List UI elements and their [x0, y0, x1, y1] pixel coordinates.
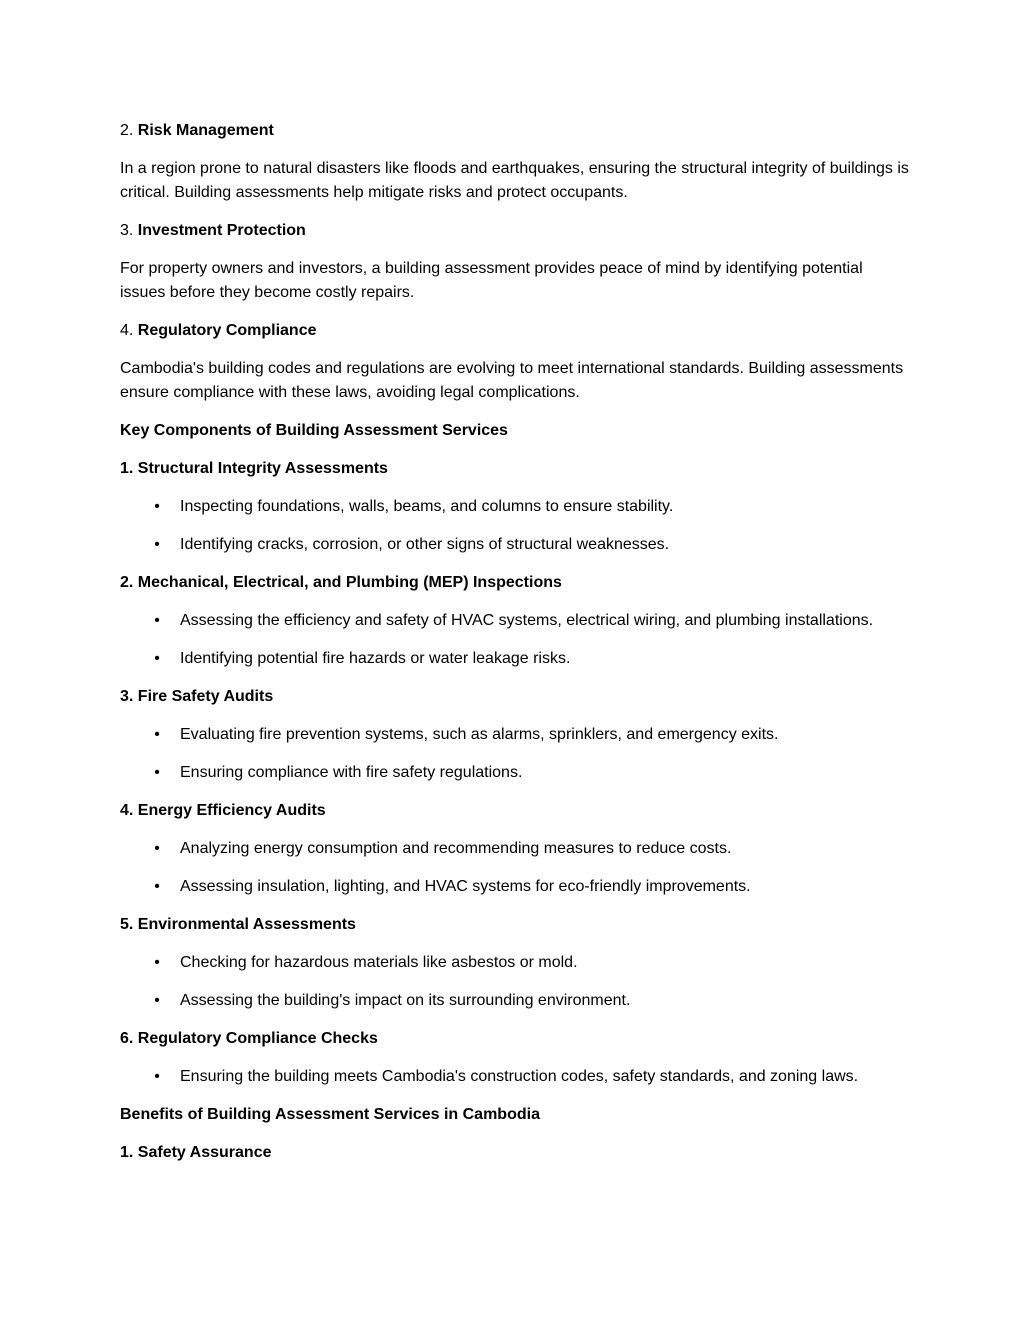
list-item: • Ensuring the building meets Cambodia's construction codes, safety standards, and zoning laws.	[120, 1065, 910, 1089]
list-item: • Evaluating fire prevention systems, such as alarms, sprinklers, and emergency exits.	[120, 723, 910, 747]
component-list-regulatory	[120, 1065, 910, 1089]
investment-protection-body: For property owners and investors, a building assessment provides peace of mind by identifying potential issues before they become costly repairs.	[120, 260, 863, 301]
bullet-icon: •	[154, 726, 160, 743]
component-heading-environmental: 5. Environmental Assessments	[120, 916, 356, 933]
component-list-environmental	[120, 951, 910, 1013]
component-list-energy	[120, 837, 910, 899]
list-item: • Analyzing energy consumption and recommending measures to reduce costs.	[120, 837, 910, 861]
list-item: • Ensuring compliance with fire safety regulations.	[120, 761, 910, 785]
bullet-icon: •	[154, 650, 160, 667]
component-heading-energy: 4. Energy Efficiency Audits	[120, 802, 326, 819]
bullet-icon: •	[154, 1068, 160, 1085]
list-item: • Assessing the building's impact on its surrounding environment.	[120, 989, 910, 1013]
bullet-icon: •	[154, 764, 160, 781]
list-item: • Assessing the efficiency and safety of HVAC systems, electrical wiring, and plumbing installations.	[120, 609, 910, 633]
component-heading-regulatory: 6. Regulatory Compliance Checks	[120, 1030, 378, 1047]
component-heading-structural: 1. Structural Integrity Assessments	[120, 460, 388, 477]
component-list-mep	[120, 609, 910, 671]
document-page	[120, 119, 910, 1179]
bullet-icon: •	[154, 536, 160, 553]
list-item: • Assessing insulation, lighting, and HVAC systems for eco-friendly improvements.	[120, 875, 910, 899]
regulatory-compliance-body: Cambodia's building codes and regulations are evolving to meet international standards. Building assessments ensure compliance with these laws, avoiding legal complications.	[120, 360, 904, 401]
component-heading-fire-safety: 3. Fire Safety Audits	[120, 688, 274, 705]
benefits-heading: Benefits of Building Assessment Services in Cambodia	[120, 1106, 540, 1123]
list-item: • Inspecting foundations, walls, beams, and columns to ensure stability.	[120, 495, 910, 519]
bullet-icon: •	[154, 612, 160, 629]
component-list-structural	[120, 495, 910, 557]
risk-management-body: In a region prone to natural disasters like floods and earthquakes, ensuring the structural integrity of buildings is critical. Building assessments help mitigate risks and protect occupants.	[120, 160, 909, 201]
components-heading: Key Components of Building Assessment Services	[120, 422, 508, 439]
list-item: • Identifying potential fire hazards or water leakage risks.	[120, 647, 910, 671]
regulatory-compliance-heading: 4. Regulatory Compliance	[120, 322, 317, 339]
risk-management-heading: 2. Risk Management	[120, 122, 274, 139]
benefit-heading-safety: 1. Safety Assurance	[120, 1144, 272, 1161]
list-item: • Identifying cracks, corrosion, or other signs of structural weaknesses.	[120, 533, 910, 557]
bullet-icon: •	[154, 840, 160, 857]
bullet-icon: •	[154, 878, 160, 895]
bullet-icon: •	[154, 498, 160, 515]
bullet-icon: •	[154, 992, 160, 1009]
bullet-icon: •	[154, 954, 160, 971]
list-item: • Checking for hazardous materials like asbestos or mold.	[120, 951, 910, 975]
component-heading-mep: 2. Mechanical, Electrical, and Plumbing (MEP) Inspections	[120, 574, 562, 591]
component-list-fire-safety	[120, 723, 910, 785]
investment-protection-heading: 3. Investment Protection	[120, 222, 306, 239]
